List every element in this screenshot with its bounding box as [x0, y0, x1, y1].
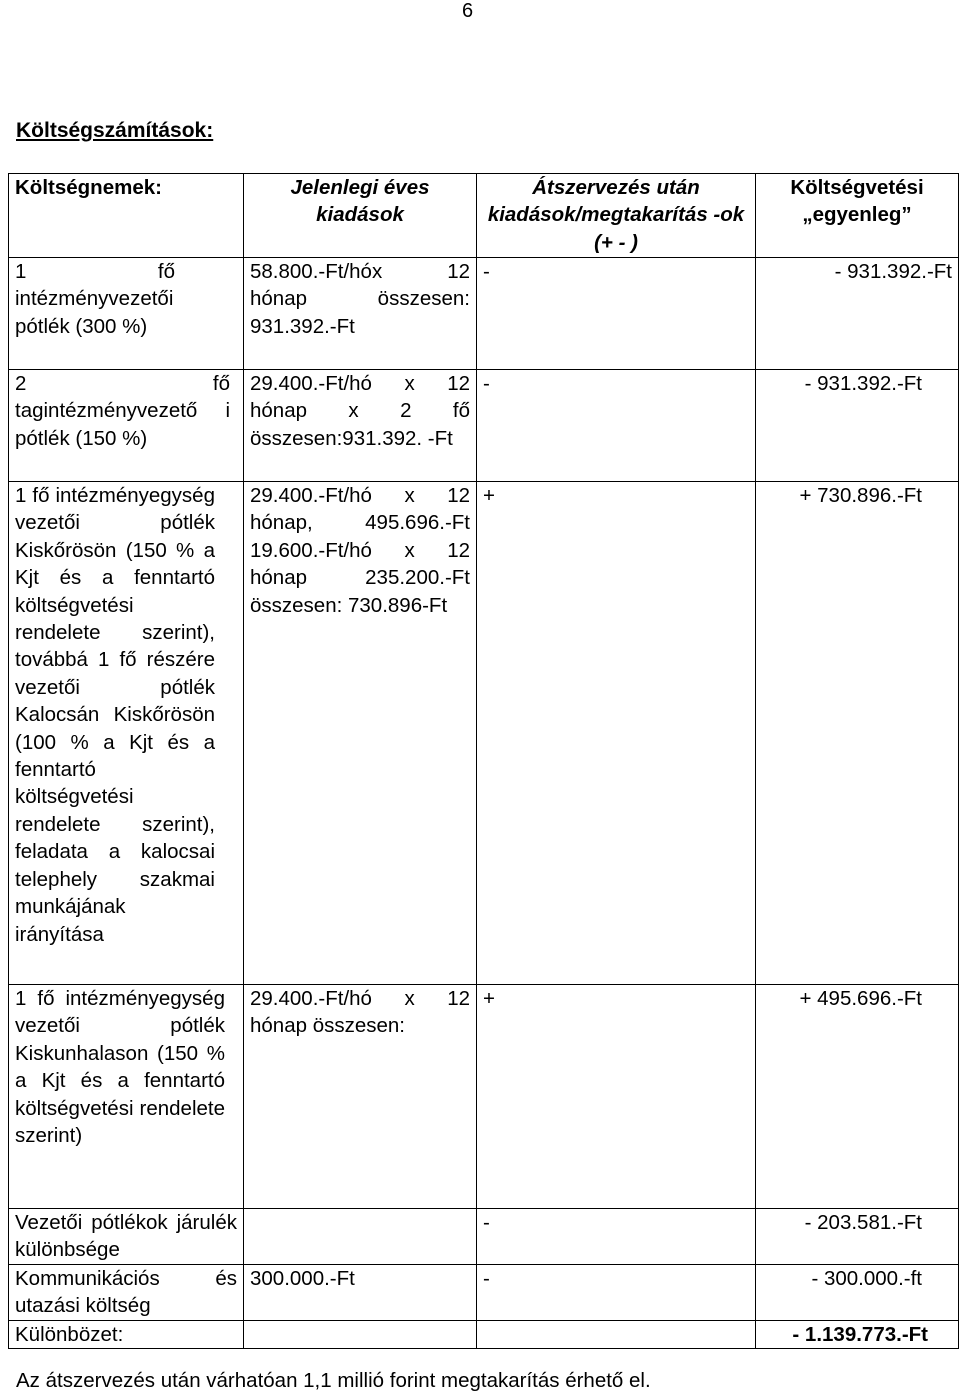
table-row [9, 1265, 959, 1321]
row-balance: - 931.392.-Ft [756, 258, 959, 370]
row-current-expense [244, 482, 477, 985]
table-row [9, 258, 959, 370]
row-balance: + 495.696.-Ft [756, 985, 959, 1209]
row-balance: - 931.392.-Ft [756, 370, 959, 482]
cost-name-text: 1 fő intézményegység vezetői pótlék Kiskunhalason (150 % a Kjt és a fenntartó költségvetési rendelete szerint) [15, 987, 225, 1148]
row-cost-name [9, 482, 244, 985]
table-header-row [9, 174, 959, 258]
row-sign [477, 1321, 756, 1349]
row-cost-name [9, 1265, 244, 1321]
section-title: Költségszámítások: [16, 119, 214, 142]
row-current-expense [244, 1321, 477, 1349]
row-sign: - [477, 1209, 756, 1265]
header-current-expenses: Jelenlegi éves kiadások [244, 174, 477, 258]
header-cost-types: Költségnemek: [9, 174, 244, 258]
current-expense-text: 29.400.-Ft/hó x 12 hónap összesen: [250, 987, 470, 1038]
cost-table [8, 173, 959, 1349]
row-current-expense [244, 370, 477, 482]
table-row [9, 985, 959, 1209]
current-expense-text: 29.400.-Ft/hó x 12 hónap x 2 fő összesen:931.392. -Ft [250, 372, 470, 450]
row-current-expense [244, 985, 477, 1209]
current-expense-text: 58.800.-Ft/hóx 12 hónap összesen: 931.392.-Ft [250, 260, 470, 338]
row-balance: + 730.896.-Ft [756, 482, 959, 985]
header-budget-balance: Költségvetési „egyenleg” [756, 174, 959, 258]
header-after-reorganization: Átszervezés után kiadások/megtakarítás -ok (+ - ) [477, 174, 756, 258]
cost-name-text: Vezetői pótlékok járulék különbsége [15, 1211, 237, 1262]
table-row [9, 482, 959, 985]
row-cost-name [9, 370, 244, 482]
row-current-expense: 300.000.-Ft [244, 1265, 477, 1321]
row-current-expense [244, 258, 477, 370]
row-balance: - 203.581.-Ft [756, 1209, 959, 1265]
cost-name-text: 1 fő intézményvezetői pótlék (300 %) [15, 260, 175, 338]
row-cost-name [9, 1209, 244, 1265]
row-cost-name [9, 258, 244, 370]
cost-name-text: 2 fő tagintézményvezető i pótlék (150 %) [15, 372, 230, 450]
row-sign: + [477, 985, 756, 1209]
row-sign: - [477, 370, 756, 482]
row-sign: + [477, 482, 756, 985]
cost-name-text: Kommunikációs és utazási költség [15, 1267, 237, 1318]
row-cost-name [9, 985, 244, 1209]
row-sign: - [477, 1265, 756, 1321]
table-row [9, 370, 959, 482]
row-sign: - [477, 258, 756, 370]
cost-name-text: 1 fő intézményegység vezetői pótlék Kiskőrösön (150 % a Kjt és a fenntartó költségvetési rendelete szerint), továbbá 1 fő részére vezetői pótlék Kalocsán Kiskőrösön (100 % a Kjt és a fenntartó költségvetési rendelete szerint), feladata a kalocsai telephely szakmai munkájának irányítása [15, 484, 215, 946]
row-balance-total: - 1.139.773.-Ft [756, 1321, 959, 1349]
row-cost-name: Különbözet: [9, 1321, 244, 1349]
footer-note: Az átszervezés után várhatóan 1,1 millió forint megtakarítás érhető el. [16, 1369, 651, 1392]
table-row-total [9, 1321, 959, 1349]
current-expense-text: 29.400.-Ft/hó x 12 hónap, 495.696.-Ft 19.600.-Ft/hó x 12 hónap 235.200.-Ft összesen: 730.896-Ft [250, 484, 470, 617]
row-current-expense [244, 1209, 477, 1265]
row-balance: - 300.000.-ft [756, 1265, 959, 1321]
page-number: 6 [461, 0, 474, 22]
table-row [9, 1209, 959, 1265]
